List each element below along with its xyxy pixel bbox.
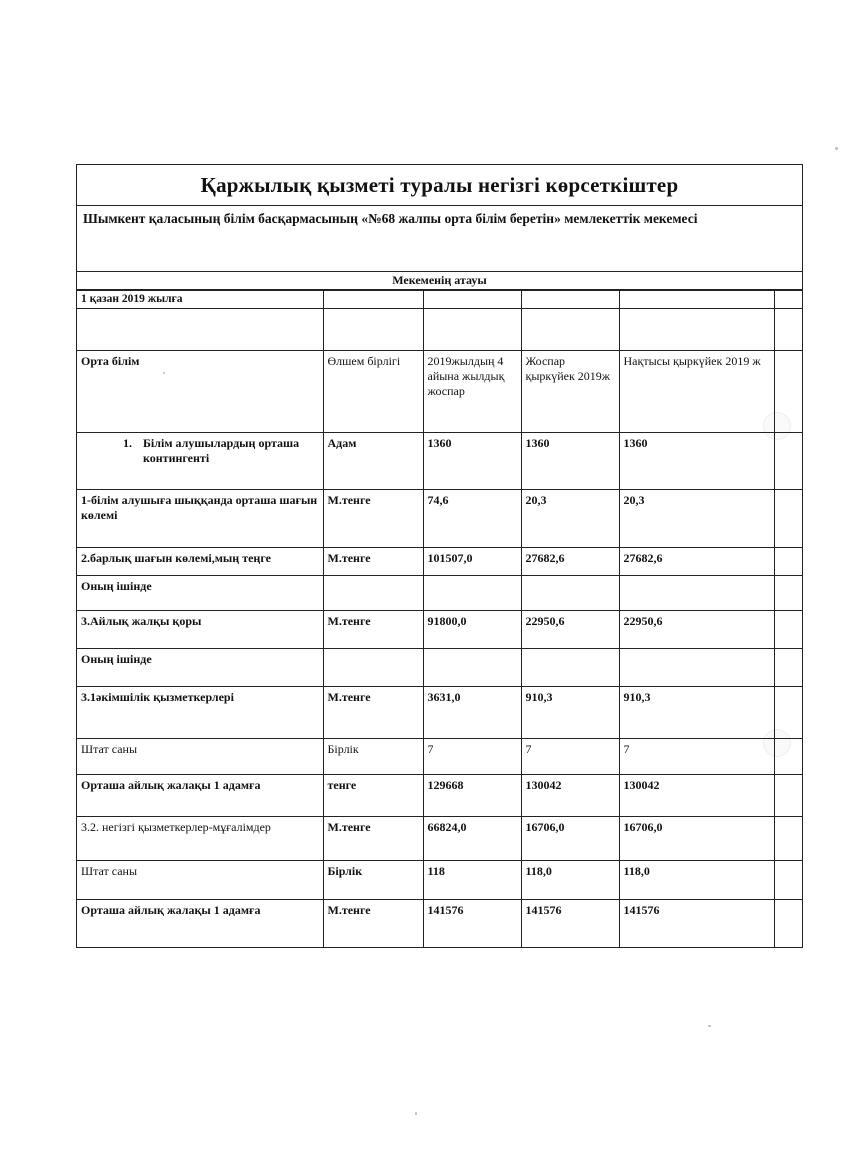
empty-cell [774,576,802,611]
row-annual [423,649,521,687]
empty-cell [774,649,802,687]
empty-cell [774,611,802,649]
empty-cell [774,433,802,490]
empty-cell [323,309,423,351]
row-label: 3.1әкімшілік қызметкерлері [77,687,323,739]
row-label [77,433,323,490]
empty-cell [774,739,802,775]
row-annual: 7 [423,739,521,775]
row-unit: М.тенге [323,611,423,649]
row-annual: 1360 [423,433,521,490]
header-unit: Өлшем бірлігі [323,351,423,433]
row-label: Оның ішінде [77,649,323,687]
row-label: Штат саны [77,739,323,775]
empty-cell [423,291,521,309]
row-plan: 16706,0 [521,817,619,861]
table-row [77,775,802,817]
empty-cell [619,291,774,309]
row-plan: 27682,6 [521,548,619,576]
table-row [77,739,802,775]
header-actual-september: Нақтысы қыркүйек 2019 ж [619,351,774,433]
row-actual: 910,3 [619,687,774,739]
row-actual [619,576,774,611]
row-plan: 7 [521,739,619,775]
row-label: 3.2. негізгі қызметкерлер-мұғалімдер [77,817,323,861]
table-row [77,548,802,576]
table-row [77,611,802,649]
empty-cell [774,775,802,817]
header-education: Орта білім [77,351,323,433]
row-plan: 20,3 [521,490,619,548]
row-label: Орташа айлық жалақы 1 адамға [77,900,323,947]
row-unit: М.тенге [323,548,423,576]
row-annual: 74,6 [423,490,521,548]
row-plan: 130042 [521,775,619,817]
empty-cell [774,291,802,309]
row-unit [323,649,423,687]
row-actual [619,649,774,687]
row-label: 2.барлық шағын көлемі,мың теңге [77,548,323,576]
spacer-row [77,309,802,351]
row-actual: 141576 [619,900,774,947]
row-label: 3.Айлық жалқы қоры [77,611,323,649]
empty-cell [774,351,802,433]
row-label: 1-білім алушыға шыққанда орташа шағын көлемі [77,490,323,548]
row-actual: 20,3 [619,490,774,548]
scan-speck [708,1025,711,1027]
row-actual: 118,0 [619,861,774,900]
row-annual: 66824,0 [423,817,521,861]
row-unit: Бірлік [323,739,423,775]
row-label-text: Білім алушылардың орташа контингенті [143,436,300,465]
row-plan [521,576,619,611]
empty-cell [774,490,802,548]
row-annual [423,576,521,611]
table-row [77,861,802,900]
row-unit: М.тенге [323,687,423,739]
organization-name: Шымкент қаласының білім басқармасының «№68 жалпы орта білім беретін» мемлекеттік мекемесі [77,206,802,272]
row-label: Орташа айлық жалақы 1 адамға [77,775,323,817]
empty-cell [423,309,521,351]
row-unit: М.тенге [323,817,423,861]
table-row [77,490,802,548]
empty-cell [521,291,619,309]
date-label: 1 қазан 2019 жылға [77,291,323,309]
row-plan: 141576 [521,900,619,947]
row-actual: 16706,0 [619,817,774,861]
row-actual: 130042 [619,775,774,817]
row-label: Штат саны [77,861,323,900]
table-row [77,649,802,687]
empty-cell [77,309,323,351]
row-annual: 101507,0 [423,548,521,576]
row-actual: 7 [619,739,774,775]
empty-cell [774,687,802,739]
scan-speck [835,147,838,150]
table-row [77,900,802,947]
row-unit: М.тенге [323,900,423,947]
empty-cell [774,817,802,861]
row-plan: 22950,6 [521,611,619,649]
table-row [77,433,802,490]
row-plan: 910,3 [521,687,619,739]
table-row [77,687,802,739]
empty-cell [774,900,802,947]
empty-cell [774,861,802,900]
scan-speck [415,1112,417,1115]
indicators-table [77,290,802,947]
header-plan-september: Жоспар қыркүйек 2019ж [521,351,619,433]
empty-cell [323,291,423,309]
table-row [77,576,802,611]
row-actual: 22950,6 [619,611,774,649]
header-row [77,351,802,433]
row-annual: 129668 [423,775,521,817]
date-row [77,291,802,309]
row-unit: М.тенге [323,490,423,548]
empty-cell [619,309,774,351]
row-actual: 1360 [619,433,774,490]
organization-name-label: Мекеменің атауы [77,272,802,290]
row-annual: 118 [423,861,521,900]
row-unit [323,576,423,611]
empty-cell [521,309,619,351]
header-annual-plan: 2019жылдың 4 айына жылдық жоспар [423,351,521,433]
row-unit: тенге [323,775,423,817]
row-unit: Бірлік [323,861,423,900]
row-annual: 141576 [423,900,521,947]
row-actual: 27682,6 [619,548,774,576]
document-title: Қаржылық қызметі туралы негізгі көрсеткіштер [77,165,802,206]
row-plan [521,649,619,687]
row-plan: 1360 [521,433,619,490]
row-label: Оның ішінде [77,576,323,611]
row-number: 1. [123,436,132,450]
row-plan: 118,0 [521,861,619,900]
financial-indicators-document [76,164,803,948]
row-annual: 91800,0 [423,611,521,649]
empty-cell [774,309,802,351]
row-unit: Адам [323,433,423,490]
empty-cell [774,548,802,576]
row-annual: 3631,0 [423,687,521,739]
table-row [77,817,802,861]
